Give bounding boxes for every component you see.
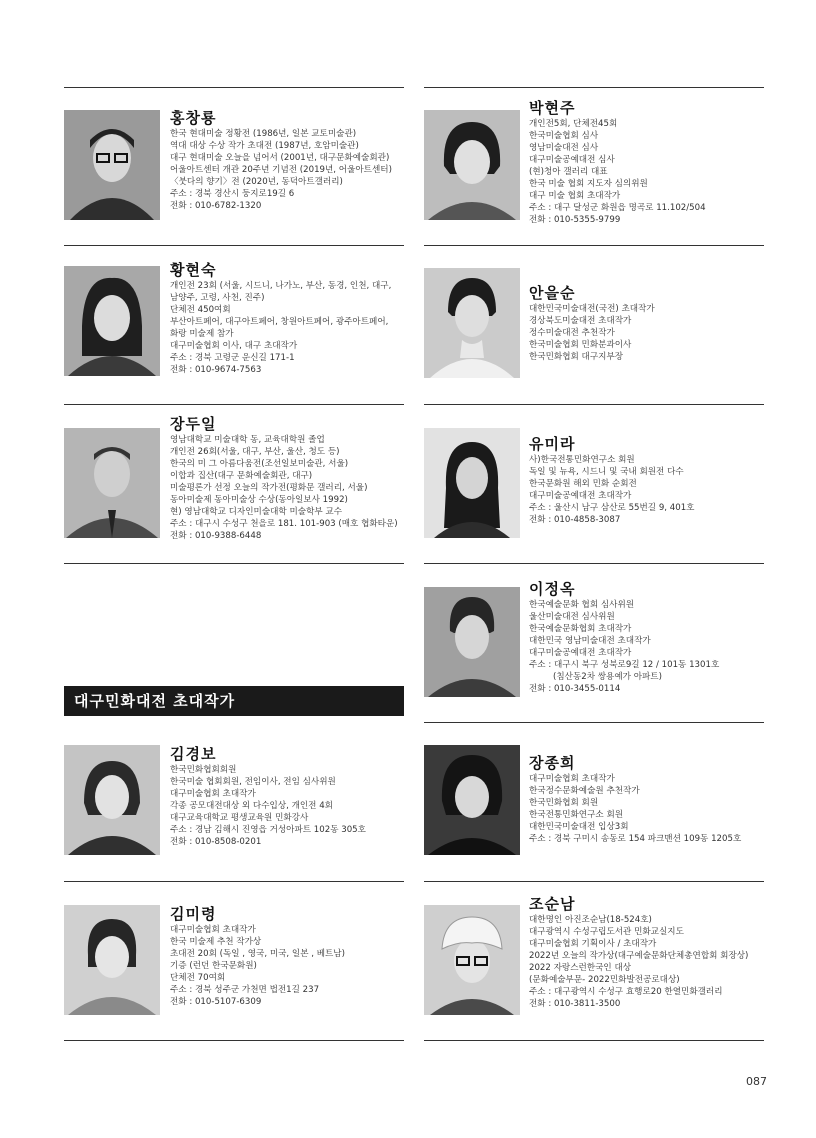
divider [424,563,764,564]
artist-name: 안을순 [529,284,576,302]
artist-name: 장두일 [170,415,217,433]
artist-details: 개인전5회, 단체전45회 한국미술협회 심사 영남미술대전 심사 대구미술공예대전 심사 (현)청아 갤러리 대표 한국 미술 협회 지도자 심의위원 대구 미술 협회 초대작가 주소 : 대구 달성군 화원읍 명곡로 11.102/504 전화 : 010-5355-9799 [529,119,706,225]
artist-details: 한국민화협회회원 한국미술 협회회원, 전임이사, 전임 심사위원 대구미술협회 초대작가 각종 공모대전대상 외 다수입상, 개인전 4회 대구교육대학교 평생교육원 민화강사 주소 : 경남 김해시 진영읍 거성아파트 102동 305호 전화 : 010-8508-0201 [170,765,366,847]
artist-name: 홍창룡 [170,109,217,127]
artist-photo [424,428,520,538]
divider [424,404,764,405]
artist-name: 이정옥 [529,580,576,598]
artist-details: 대한민국미술대전(국전) 초대작가 경상북도미술대전 초대작가 정수미술대전 추천작가 한국미술협회 민화분과이사 한국민화협회 대구지부장 [529,304,655,362]
divider [64,563,404,564]
artist-name: 김경보 [170,745,217,763]
divider [424,881,764,882]
artist-name: 김미령 [170,905,217,923]
artist-photo [424,110,520,220]
artist-name: 유미라 [529,435,576,453]
divider [64,87,404,88]
artist-photo [64,745,160,855]
artist-details: 개인전 23회 (서울, 시드니, 나가노, 부산, 동경, 인천, 대구, 남양주, 고령, 사천, 진주) 단체전 450여회 부산아트페어, 대구아트페어, 창원아트페어, 광주아트페어, 화랑 미술제 참가 대구미술협회 이사, 대구 초대작가 주소 : 경북 고령군 운신길 171-1 전화 : 010-9674-7563 [170,281,392,375]
divider [424,1040,764,1041]
artist-photo [424,587,520,697]
artist-photo [64,266,160,376]
artist-details: 한국 현대미술 정황전 (1986년, 일본 교토미술관) 역대 대상 수상 작가 초대전 (1987년, 호암미술관) 대구 현대미술 오늘을 넘어서 (2001년, 대구문화예술회관) 어울아트센터 개관 20주년 기념전 (2019년, 어울아트센터) 〈붓다의 향기〉전 (2020년, 동덕아트갤러리) 주소 : 경북 경산시 둥지로19길 6 전화 : 010-6782-1320 [170,129,392,211]
artist-details: 영남대학교 미술대학 동, 교육대학원 졸업 개인전 26회(서울, 대구, 부산, 울산, 청도 등) 한국의 미 그 아름다움전(조선일보미술관, 서울) 이합과 집산(대구 문화예술회관, 대구) 미술평론가 선정 오늘의 작가전(평화문 갤러리, 서울) 동아미술제 동아미술상 수상(동아일보사 1992) 현) 영남대학교 디자인미술대학 미술학부 교수 주소 : 대구시 수성구 천을로 181. 101-903 (매호 협화타운) 전화 : 010-9388-6448 [170,435,398,541]
divider [64,881,404,882]
artist-name: 황현숙 [170,261,217,279]
artist-name: 조순남 [529,895,576,913]
artist-details: 대한명인 아진조순남(18-524호) 대구광역시 수성구립도서관 민화교실지도 대구미술협회 기획이사 / 초대작가 2022년 오늘의 작가상(대구예술문화단체총연합회 회장상) 2022 자랑스런한국인 대상 (문화예술부문- 2022민화발전공로대상) 주소 : 대구광역시 수성구 효행로20 한열민화갤러리 전화 : 010-3811-3500 [529,915,749,1009]
divider [424,722,764,723]
artist-details: 대구미술협회 초대작가 한국정수문화예술원 추천작가 한국민화협회 회원 한국전통민화연구소 회원 대한민국미술대전 입상3회 주소 : 경북 구미시 송동로 154 파크맨션 109동 1205호 [529,774,742,844]
divider [64,245,404,246]
artist-details: 사)한국전통민화연구소 회원 독일 및 뉴욕, 시드니 및 국내 회원전 다수 한국문화원 해외 민화 순회전 대구미술공예대전 초대작가 주소 : 울산시 남구 삼산로 55번길 9, 401호 전화 : 010-4858-3087 [529,455,695,525]
artist-photo [424,268,520,378]
divider [64,1040,404,1041]
artist-name: 박현주 [529,99,576,117]
artist-photo [424,905,520,1015]
divider [424,87,764,88]
divider [424,245,764,246]
artist-details: 한국예술문화 협회 심사위원 울산미술대전 심사위원 한국예술문화협회 초대작가 대한민국 영남미술대전 초대작가 대구미술공예대전 초대작가 주소 : 대구시 북구 성북로9길 12 / 101동 1301호 (침산동2차 쌍용예가 아파트) 전화 : 010-3455-0114 [529,600,720,694]
divider [64,404,404,405]
page-number: 087 [746,1075,767,1088]
artist-name: 장종희 [529,754,576,772]
artist-photo [64,110,160,220]
artist-photo [64,428,160,538]
section-title: 대구민화대전 초대작가 [64,686,404,716]
artist-photo [64,905,160,1015]
artist-photo [424,745,520,855]
artist-details: 대구미술협회 초대작가 한국 미술제 추천 작가상 초대전 20회 (독일 , 영국, 미국, 일본 , 베트남) 기증 (런던 한국문화원) 단체전 70여회 주소 : 경북 성주군 가천면 법전1길 237 전화 : 010-5107-6309 [170,925,345,1007]
